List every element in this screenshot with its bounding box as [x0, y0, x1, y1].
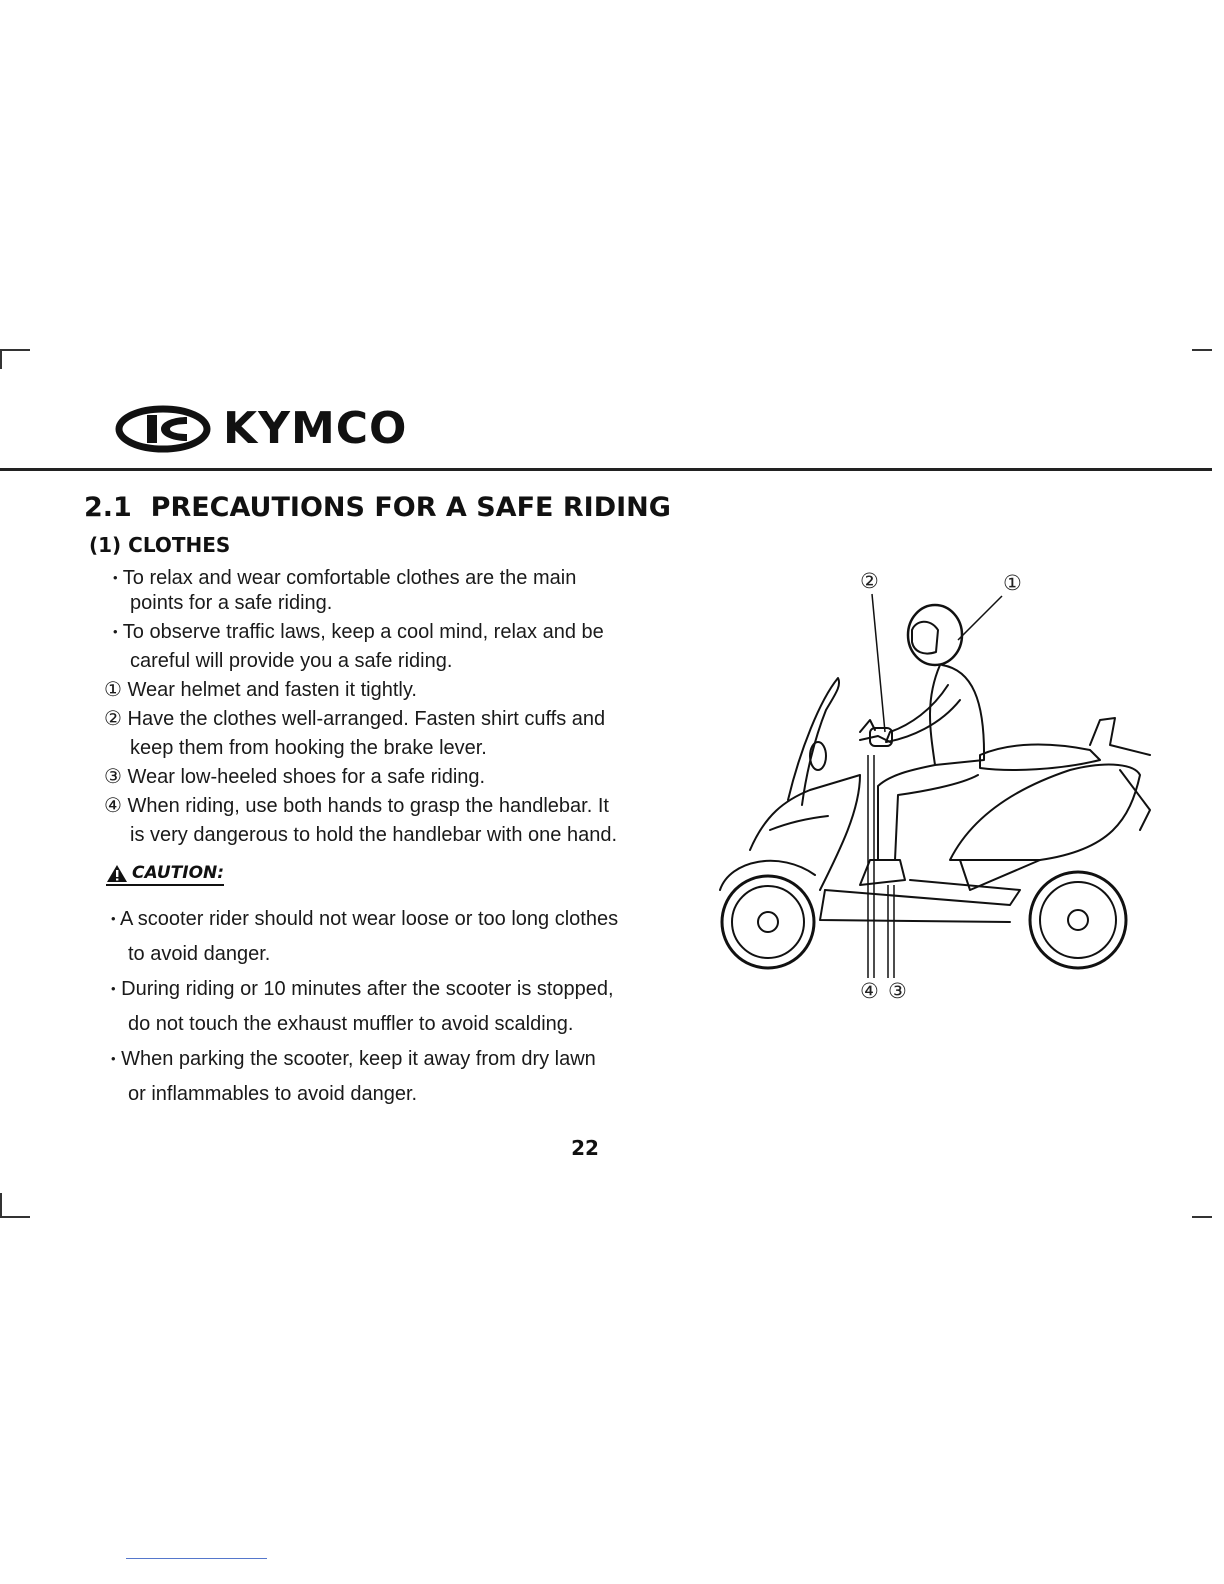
rider-helmet — [908, 605, 962, 665]
intro-bullet-line: • To observe traffic laws, keep a cool mind, relax and be — [113, 621, 604, 643]
callout-2: ② — [860, 570, 879, 593]
caution-bullet-line: or inflammables to avoid danger. — [128, 1083, 418, 1105]
crop-mark-bottom-left-v — [0, 1193, 2, 1218]
warning-triangle-icon — [106, 864, 128, 883]
header-rule — [0, 468, 1212, 471]
numbered-item: ① Wear helmet and fasten it tightly. — [104, 679, 417, 701]
crop-mark-bottom-left-h — [0, 1216, 30, 1218]
caution-bullet-line: to avoid danger. — [128, 943, 271, 965]
brand-logo — [115, 405, 407, 453]
kymco-k-logo-icon — [115, 405, 211, 453]
numbered-item-cont: is very dangerous to hold the handlebar with one hand. — [130, 824, 618, 846]
intro-bullet-line: careful will provide you a safe riding. — [130, 650, 453, 672]
subsection-title: (1) CLOTHES — [89, 533, 231, 557]
numbered-item: ④ When riding, use both hands to grasp the handlebar. It — [104, 795, 609, 817]
callout-4: ④ — [860, 980, 879, 1003]
crop-mark-top-right — [1192, 349, 1212, 351]
page-number: 22 — [571, 1136, 599, 1160]
footer-link-underline — [126, 1558, 267, 1559]
rear-wheel — [1030, 872, 1126, 968]
windscreen — [788, 678, 839, 805]
numbered-item: ③ Wear low-heeled shoes for a safe riding. — [104, 766, 486, 788]
intro-bullet-line: points for a safe riding. — [130, 592, 333, 614]
caution-bullet-line: do not touch the exhaust muffler to avoid scalding. — [128, 1013, 574, 1035]
brand-name: KYMCO — [223, 403, 408, 454]
callout-1: ① — [1003, 572, 1022, 595]
front-wheel — [722, 876, 814, 968]
scooter-rider-illustration — [710, 560, 1170, 1020]
crop-mark-top-left-h — [0, 349, 30, 351]
numbered-item-cont: keep them from hooking the brake lever. — [130, 737, 487, 759]
crop-mark-bottom-right — [1192, 1216, 1212, 1218]
caution-bullet-line: • A scooter rider should not wear loose or too long clothes — [111, 908, 619, 930]
numbered-item: ② Have the clothes well-arranged. Fasten shirt cuffs and — [104, 708, 606, 730]
section-title: 2.1 PRECAUTIONS FOR A SAFE RIDING — [84, 492, 671, 523]
callout-3: ③ — [888, 980, 907, 1003]
crop-mark-top-left-v — [0, 349, 2, 369]
caution-bullet-line: • When parking the scooter, keep it away from dry lawn — [111, 1048, 596, 1070]
caution-heading: CAUTION: — [106, 863, 224, 886]
scooter-body — [950, 765, 1140, 860]
caution-bullet-line: • During riding or 10 minutes after the scooter is stopped, — [111, 978, 614, 1000]
intro-bullet-line: • To relax and wear comfortable clothes are the main — [113, 567, 577, 589]
